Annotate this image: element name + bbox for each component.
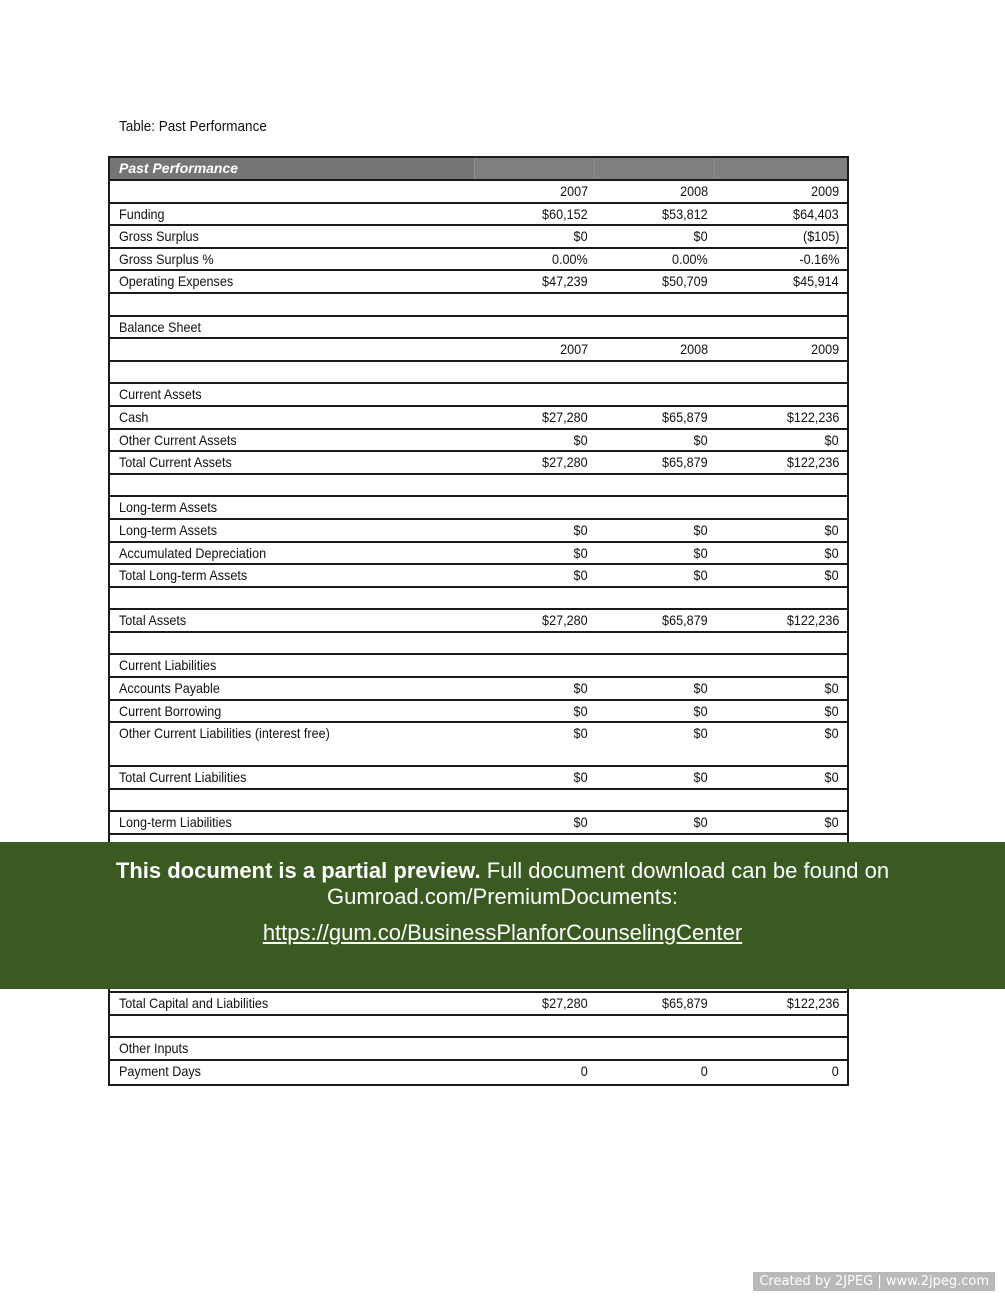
row-label [110,339,475,360]
row-label: Other Inputs [119,1040,189,1057]
cell-2007: $0 [573,521,588,538]
row-label: Long-term Liabilities [119,814,232,831]
row-label [110,475,475,496]
table-caption [119,118,267,135]
cell-2007: $27,280 [542,995,588,1012]
cell-2009: $64,403 [793,205,839,222]
cell-2008 [595,588,715,609]
cell-2007: $0 [573,567,588,584]
cell-2008 [595,633,715,654]
watermark: Created by 2JPEG | www.2jpeg.com [753,1272,995,1291]
table-row [110,1061,847,1084]
cell-2008: $65,879 [662,995,708,1012]
table-row [110,723,847,767]
table-row [110,1016,847,1039]
cell-2008: $0 [693,431,708,448]
cell-2007: $60,152 [542,205,588,222]
cell-2008: $0 [693,567,708,584]
cell-2008: 2008 [679,341,708,358]
table-row [110,565,847,588]
banner-message [0,858,1005,910]
cell-2009: $122,236 [786,408,839,425]
table-row [110,1038,847,1061]
cell-2007 [475,317,595,338]
table-row [110,204,847,227]
cell-2007 [475,384,595,405]
table-row [110,701,847,724]
cell-2008 [595,790,715,811]
row-label [110,362,475,383]
table-row [110,497,847,520]
cell-2008: $0 [693,814,708,831]
cell-2007 [475,588,595,609]
cell-2007: $0 [573,680,588,697]
cell-2008 [595,1016,715,1037]
cell-2009: $122,236 [786,454,839,471]
table-header-cell [715,158,847,179]
row-label: Funding [119,205,165,222]
cell-2007: $27,280 [542,612,588,629]
row-label: Total Current Liabilities [119,769,247,786]
table-row [110,181,847,204]
cell-2007: $0 [573,544,588,561]
cell-2008: $65,879 [662,454,708,471]
table-row [110,543,847,566]
cell-2007: 2007 [559,183,588,199]
table-row [110,610,847,633]
row-label: Accumulated Depreciation [119,544,267,561]
cell-2009: 2009 [810,183,839,199]
cell-2008: 2008 [679,183,708,199]
cell-2009 [715,497,847,518]
row-label: Long-term Assets [119,521,218,538]
table-row [110,317,847,340]
cell-2009: $45,914 [793,273,839,290]
row-label: Payment Days [119,1062,201,1079]
cell-2008 [595,655,715,676]
table-row [110,588,847,611]
row-label: Current Assets [119,386,202,403]
cell-2009: $0 [824,702,839,719]
table-row [110,812,847,835]
cell-2008: $0 [693,544,708,561]
row-label: Gross Surplus [119,228,199,245]
table-header-cell [475,158,595,179]
cell-2009: $0 [824,521,839,538]
cell-2007: $27,280 [542,454,588,471]
table-row [110,767,847,790]
table-row [110,520,847,543]
table-row [110,384,847,407]
cell-2009 [715,588,847,609]
cell-2009: $0 [824,769,839,786]
cell-2007: $0 [573,725,588,742]
cell-2009 [715,362,847,383]
cell-2008: $0 [693,769,708,786]
cell-2009: -0.16% [799,250,839,267]
cell-2007 [475,655,595,676]
cell-2007: 0.00% [552,250,588,267]
table-row [110,678,847,701]
row-label [110,294,475,315]
cell-2008 [595,317,715,338]
table-header-cell [595,158,715,179]
cell-2008: $0 [693,725,708,742]
table-row [110,249,847,272]
cell-2009 [715,1038,847,1059]
row-label: Total Assets [119,612,187,629]
cell-2008 [595,294,715,315]
cell-2009 [715,790,847,811]
cell-2008: $65,879 [662,408,708,425]
cell-2009: $0 [824,725,839,742]
table-row [110,452,847,475]
cell-2009 [715,1016,847,1037]
cell-2007: $0 [573,431,588,448]
table-row [110,294,847,317]
table-row [110,407,847,430]
cell-2009: ($105) [802,228,839,245]
row-label [110,1016,475,1037]
cell-2008: $0 [693,521,708,538]
cell-2007 [475,1016,595,1037]
cell-2007 [475,633,595,654]
table-row [110,226,847,249]
cell-2007: $0 [573,814,588,831]
row-label: Current Liabilities [119,657,217,674]
table-header-row [110,158,847,181]
table-row [110,271,847,294]
row-label: Total Capital and Liabilities [119,995,269,1012]
download-link[interactable]: https://gum.co/BusinessPlanforCounselingCenter [262,920,743,945]
row-label [110,181,475,202]
cell-2009: $0 [824,431,839,448]
cell-2009 [715,294,847,315]
cell-2007: $0 [573,769,588,786]
cell-2009: $0 [824,544,839,561]
row-label: Long-term Assets [119,499,218,516]
cell-2008: $65,879 [662,612,708,629]
cell-2008: $0 [693,702,708,719]
cell-2009: 0 [831,1062,839,1079]
cell-2009 [715,475,847,496]
banner-bold-text: This document is a partial preview. [115,858,481,883]
cell-2008 [595,497,715,518]
table-row [110,430,847,453]
table-row [110,790,847,813]
table-header-title: Past Performance [110,158,475,179]
row-label: Gross Surplus % [119,250,214,267]
cell-2007: $27,280 [542,408,588,425]
cell-2007 [475,790,595,811]
row-label [110,588,475,609]
table-row [110,339,847,362]
cell-2009 [715,655,847,676]
cell-2008: $0 [693,228,708,245]
cell-2008 [595,1038,715,1059]
row-label [110,790,475,811]
cell-2008: $50,709 [662,273,708,290]
cell-2009 [715,384,847,405]
cell-2007 [475,497,595,518]
row-label: Cash [119,408,149,425]
table-row [110,993,847,1016]
cell-2009 [715,633,847,654]
cell-2008 [595,384,715,405]
cell-2007: $0 [573,702,588,719]
cell-2008: $0 [693,680,708,697]
cell-2009: $122,236 [786,995,839,1012]
preview-banner [0,842,1005,989]
cell-2007: $0 [573,228,588,245]
row-label: Current Borrowing [119,702,222,719]
cell-2009 [715,317,847,338]
cell-2008: $53,812 [662,205,708,222]
table-row [110,633,847,656]
cell-2007: 2007 [559,341,588,358]
cell-2009: 2009 [810,341,839,358]
row-label: Balance Sheet [119,318,201,335]
cell-2007 [475,475,595,496]
cell-2008: 0 [700,1062,708,1079]
banner-text: Full document download can be found on Gumroad.com/PremiumDocuments: [327,858,890,909]
cell-2009: $0 [824,814,839,831]
table-row [110,655,847,678]
row-label: Total Current Assets [119,454,232,471]
table-row [110,362,847,385]
row-label [110,633,475,654]
row-label: Other Current Liabilities (interest free) [119,725,330,742]
cell-2009: $122,236 [786,612,839,629]
cell-2007 [475,1038,595,1059]
cell-2007 [475,362,595,383]
row-label: Other Current Assets [119,431,237,448]
cell-2008 [595,475,715,496]
table-row [110,475,847,498]
cell-2009: $0 [824,680,839,697]
row-label: Total Long-term Assets [119,567,248,584]
cell-2007: $47,239 [542,273,588,290]
row-label: Operating Expenses [119,273,234,290]
cell-2008: 0.00% [672,250,708,267]
caption-text: Table: Past Performance [119,118,267,135]
cell-2007 [475,294,595,315]
row-label: Accounts Payable [119,680,220,697]
cell-2007: 0 [580,1062,588,1079]
cell-2008 [595,362,715,383]
cell-2009: $0 [824,567,839,584]
